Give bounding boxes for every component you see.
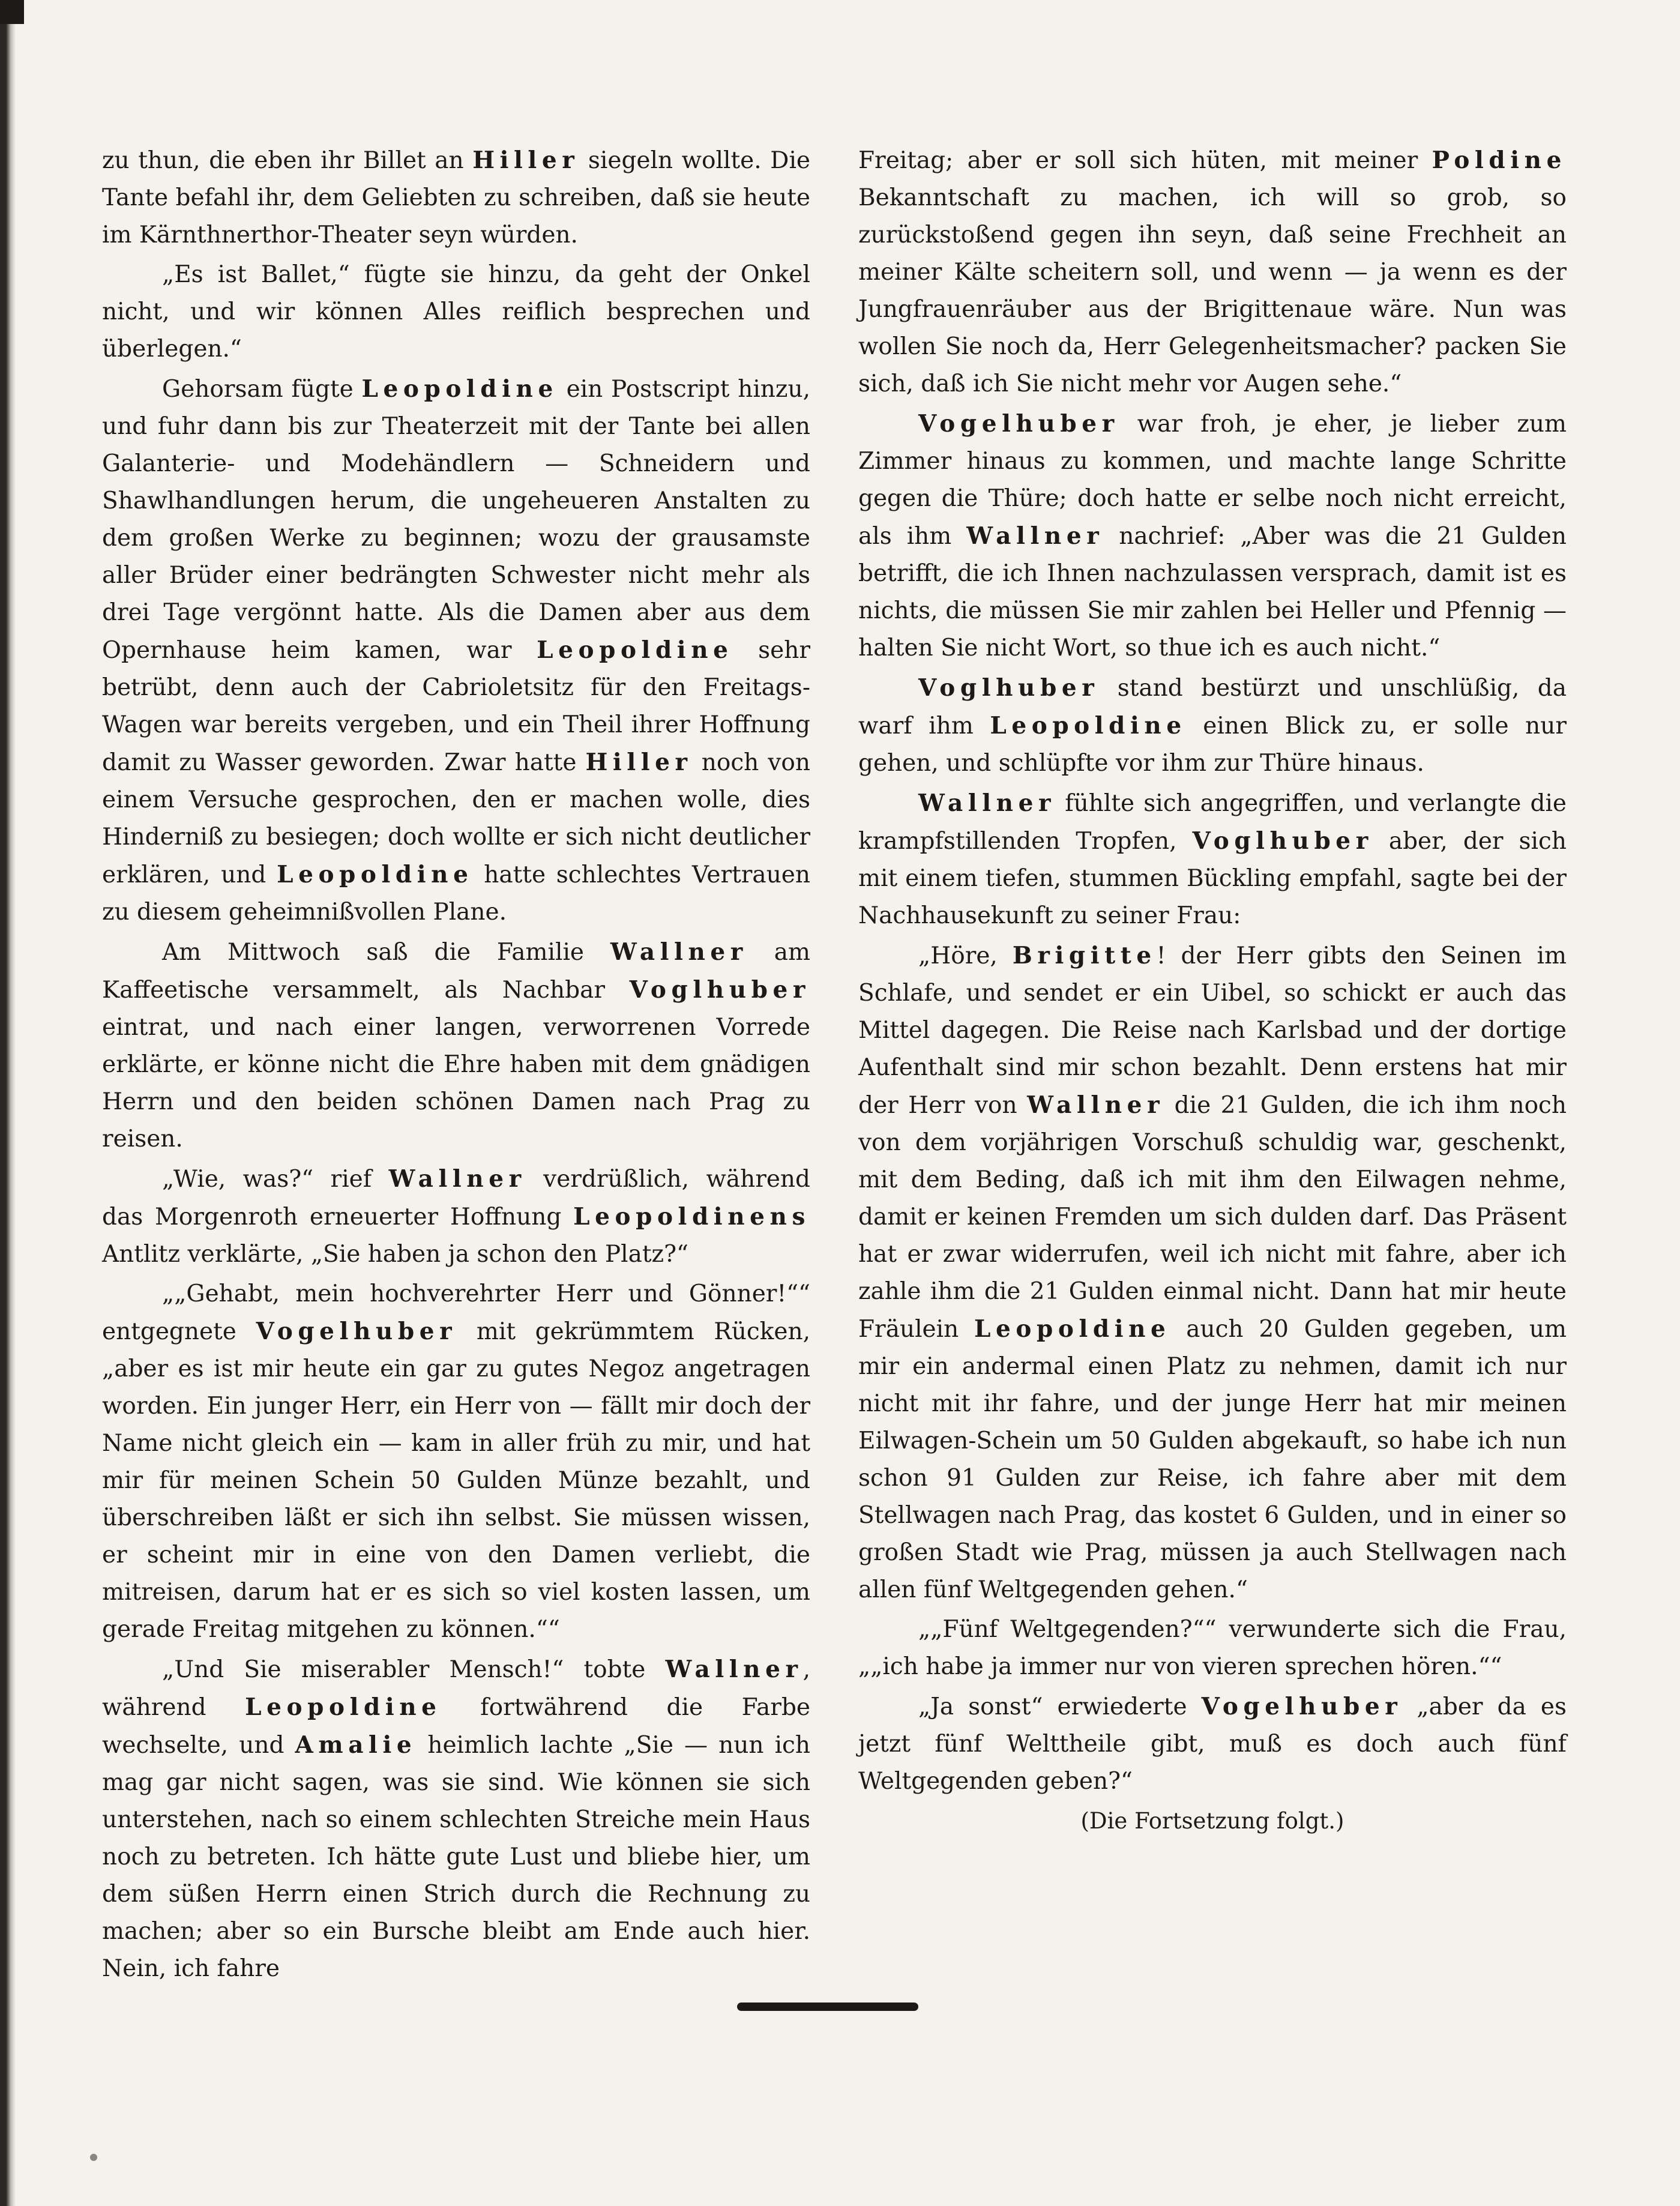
continuation-note: (Die Fortsetzung folgt.) bbox=[1080, 1808, 1344, 1834]
paragraph bbox=[858, 669, 1567, 782]
text-run: ! der Herr gibts den Seinen im Schlafe, und sendet er ein Uibel, so schickt er auch das Mittel dagegen. Die Reise nach Karlsbad und der dortige Aufenthalt sind mir schon bezahlt. Denn erstens hat mir der Herr von bbox=[858, 942, 1567, 1119]
text-run: mit gekrümmtem Rücken, „aber es ist mir heute ein gar zu gutes Negoz angetragen worden. Ein junger Herr, ein Herr von — fällt mir doch der Name nicht gleich ein — kam in aller früh zu mir, und hat mir für meinen Schein 50 Gulden Münze bezahlt, und überschreiben läßt er sich ihn selbst. Sie müssen wissen, er scheint mir in eine von den Damen verliebt, die mitreisen, darum hat er es sich so viel kosten lassen, um gerade Freitag mitgehen zu können.““ bbox=[102, 1318, 810, 1643]
emphasized-name: Hiller bbox=[472, 146, 580, 174]
paragraph bbox=[102, 142, 810, 254]
emphasized-name: Wallner bbox=[918, 789, 1056, 817]
text-run: ein Postscript hinzu, und fuhr dann bis zur Theaterzeit mit der Tante bei allen Galanterie- und Modehändlern — Schneidern und Shawlhandlungen herum, die ungeheueren Anstalten zu dem großen Werke zu beginnen; wozu der grausamste aller Brüder einer bedrängten Schwester nicht mehr als drei Tage vergönnt hatte. Als die Damen aber aus dem Opernhause heim kamen, war bbox=[102, 376, 810, 664]
emphasized-name: Leopoldinens bbox=[573, 1203, 810, 1231]
emphasized-name: Wallner bbox=[610, 938, 748, 966]
paragraph bbox=[102, 1651, 810, 1988]
text-run: „Ja sonst“ erwiederte bbox=[918, 1693, 1202, 1720]
emphasized-name: Voglhuber bbox=[1192, 827, 1373, 855]
text-run: hatte schlechtes Vertrauen zu diesem geheimnißvollen Plane. bbox=[102, 861, 811, 926]
paragraph bbox=[858, 405, 1567, 667]
emphasized-name: Leopoldine bbox=[277, 861, 474, 888]
emphasized-name: Leopoldine bbox=[245, 1693, 442, 1721]
text-run: verdrüßlich, während das Morgenroth erneuerter Hoffnung bbox=[102, 1166, 810, 1231]
emphasized-name: Leopoldine bbox=[537, 636, 733, 664]
emphasized-name: Vogelhuber bbox=[1201, 1693, 1403, 1720]
text-run: „„Fünf Weltgegenden?““ verwunderte sich die Frau, „„ich habe ja immer nur von vieren sprechen hören.““ bbox=[858, 1616, 1567, 1680]
emphasized-name: Wallner bbox=[966, 522, 1104, 550]
text-run: fortwährend die Farbe wechselte, und bbox=[102, 1694, 810, 1759]
text-run: Freitag; aber er soll sich hüten, mit meiner bbox=[858, 147, 1432, 174]
emphasized-name: Leopoldine bbox=[361, 375, 558, 403]
emphasized-name: Leopoldine bbox=[990, 712, 1187, 740]
text-run: „Wie, was?“ rief bbox=[162, 1166, 389, 1193]
paragraph bbox=[858, 1688, 1567, 1800]
emphasized-name: Wallner bbox=[388, 1165, 526, 1193]
text-run: am Kaffeetische versammelt, als Nachbar bbox=[102, 939, 810, 1004]
text-run: „aber da es jetzt fünf Welttheile gibt, muß es doch auch fünf Weltgegenden geben?“ bbox=[858, 1693, 1567, 1795]
page-corner-mark bbox=[0, 0, 24, 24]
text-run: sehr betrübt, denn auch der Cabrioletsitz für den Freitags-Wagen war bereits vergeben, und ein Theil ihrer Hoffnung damit zu Wasser geworden. Zwar hatte bbox=[102, 637, 810, 776]
page-binding-edge bbox=[0, 0, 16, 2206]
emphasized-name: Hiller bbox=[585, 749, 693, 776]
text-run: „Und Sie miserabler Mensch!“ tobte bbox=[162, 1656, 666, 1683]
emphasized-name: Vogelhuber bbox=[918, 410, 1119, 438]
right-text-column bbox=[858, 142, 1567, 1840]
paragraph bbox=[102, 933, 810, 1158]
paragraph bbox=[858, 142, 1567, 403]
text-run: Antlitz verklärte, „Sie haben ja schon den Platz?“ bbox=[102, 1241, 688, 1268]
text-run: „„Gehabt, mein hochverehrter Herr und Gönner!““ entgegnete bbox=[102, 1280, 810, 1345]
text-run: die 21 Gulden, die ich ihm noch von dem vorjährigen Vorschuß schuldig war, geschenkt, mit dem Beding, daß ich mit ihm den Eilwagen nehme, damit er keinen Fremden um sich dulden darf. Das Präsent hat er zwar widerrufen, weil ich nicht mit fahre, aber ich zahle ihm die 21 Gulden einmal nicht. Dann hat mir heute Fräulein bbox=[858, 1092, 1567, 1343]
text-run: nachrief: „Aber was die 21 Gulden betrifft, die ich Ihnen nachzulassen versprach, damit ist es nichts, die müssen Sie mir zahlen bei Heller und Pfennig — halten Sie nicht Wort, so thue ich es auch nicht.“ bbox=[858, 523, 1567, 661]
section-end-rule bbox=[737, 2003, 918, 2011]
paragraph bbox=[102, 256, 810, 368]
text-run: stand bestürzt und unschlüßig, da warf ihm bbox=[858, 675, 1567, 740]
text-run: aber, der sich mit einem tiefen, stummen Bückling empfahl, sagte bei der Nachhausekunft zu seiner Frau: bbox=[858, 828, 1567, 929]
paragraph bbox=[858, 937, 1567, 1609]
text-run: fühlte sich angegriffen, und verlangte die krampfstillenden Tropfen, bbox=[858, 790, 1567, 855]
emphasized-name: Voglhuber bbox=[629, 976, 810, 1004]
emphasized-name: Amalie bbox=[295, 1731, 417, 1759]
text-run: Am Mittwoch saß die Familie bbox=[162, 939, 610, 966]
text-run: auch 20 Gulden gegeben, um mir ein andermal einen Platz zu nehmen, damit ich nur nicht mit ihr fahre, und der junge Herr hat mir meinen Eilwagen-Schein um 50 Gulden abgekauft, so habe ich nun schon 91 Gulden zur Reise, ich fahre aber mit dem Stellwagen nach Prag, das kostet 6 Gulden, und in einer so großen Stadt wie Prag, müssen ja auch Stellwagen nach allen fünf Weltgegenden gehen.“ bbox=[858, 1316, 1567, 1603]
text-run: , während bbox=[102, 1656, 810, 1721]
paragraph bbox=[102, 370, 810, 931]
text-run: heimlich lachte „Sie — nun ich mag gar nicht sagen, was sie sind. Wie können sie sich unterstehen, nach so einem schlechten Streiche mein Haus noch zu betreten. Ich hätte gute Lust und bliebe hier, um dem süßen Herrn einen Strich durch die Rechnung zu machen; aber so ein Bursche bleibt am Ende auch hier. Nein, ich fahre bbox=[102, 1732, 811, 1982]
emphasized-name: Vogelhuber bbox=[256, 1318, 457, 1345]
text-run: „Es ist Ballet,“ fügte sie hinzu, da geht der Onkel nicht, und wir können Alles reiflich besprechen und überlegen.“ bbox=[102, 261, 810, 363]
emphasized-name: Voglhuber bbox=[918, 674, 1100, 702]
text-run: eintrat, und nach einer langen, verworrenen Vorrede erklärte, er könne nicht die Ehre haben mit dem gnädigen Herrn und den beiden schönen Damen nach Prag zu reisen. bbox=[102, 1014, 810, 1153]
emphasized-name: Wallner bbox=[1027, 1091, 1165, 1119]
text-run: Gehorsam fügte bbox=[162, 376, 362, 403]
text-run: Bekanntschaft zu machen, ich will so grob, so zurückstoßend gegen ihn seyn, daß seine Frechheit an meiner Kälte scheitern soll, und wenn — ja wenn es der Jungfrauenräuber aus der Brigittenaue wäre. Nun was wollen Sie noch da, Herr Gelegenheitsmacher? packen Sie sich, daß ich Sie nicht mehr vor Augen sehe.“ bbox=[858, 184, 1567, 397]
emphasized-name: Poldine bbox=[1432, 146, 1567, 174]
emphasized-name: Leopoldine bbox=[974, 1315, 1171, 1343]
text-run: einen Blick zu, er solle nur gehen, und schlüpfte vor ihm zur Thüre hinaus. bbox=[858, 713, 1567, 777]
text-run: noch von einem Versuche gesprochen, den er machen wolle, dies Hinderniß zu besiegen; doch wollte er sich nicht deutlicher erklären, und bbox=[102, 749, 810, 888]
text-run: siegeln wollte. Die Tante befahl ihr, dem Geliebten zu schreiben, daß sie heute im Kärnthnerthor-Theater seyn würden. bbox=[102, 147, 811, 249]
paragraph bbox=[858, 785, 1567, 935]
paragraph bbox=[858, 1611, 1567, 1686]
paragraph bbox=[102, 1160, 810, 1273]
page-speck bbox=[90, 2154, 97, 2161]
emphasized-name: Wallner bbox=[665, 1656, 803, 1683]
paragraph bbox=[102, 1276, 810, 1648]
left-text-column bbox=[102, 142, 810, 1988]
text-run: zu thun, die eben ihr Billet an bbox=[102, 147, 473, 174]
text-run: „Höre, bbox=[918, 942, 1013, 969]
text-run: war froh, je eher, je lieber zum Zimmer hinaus zu kommen, und machte lange Schritte gegen die Thüre; doch hatte er selbe noch nicht erreicht, als ihm bbox=[858, 411, 1567, 550]
emphasized-name: Brigitte bbox=[1012, 942, 1157, 969]
